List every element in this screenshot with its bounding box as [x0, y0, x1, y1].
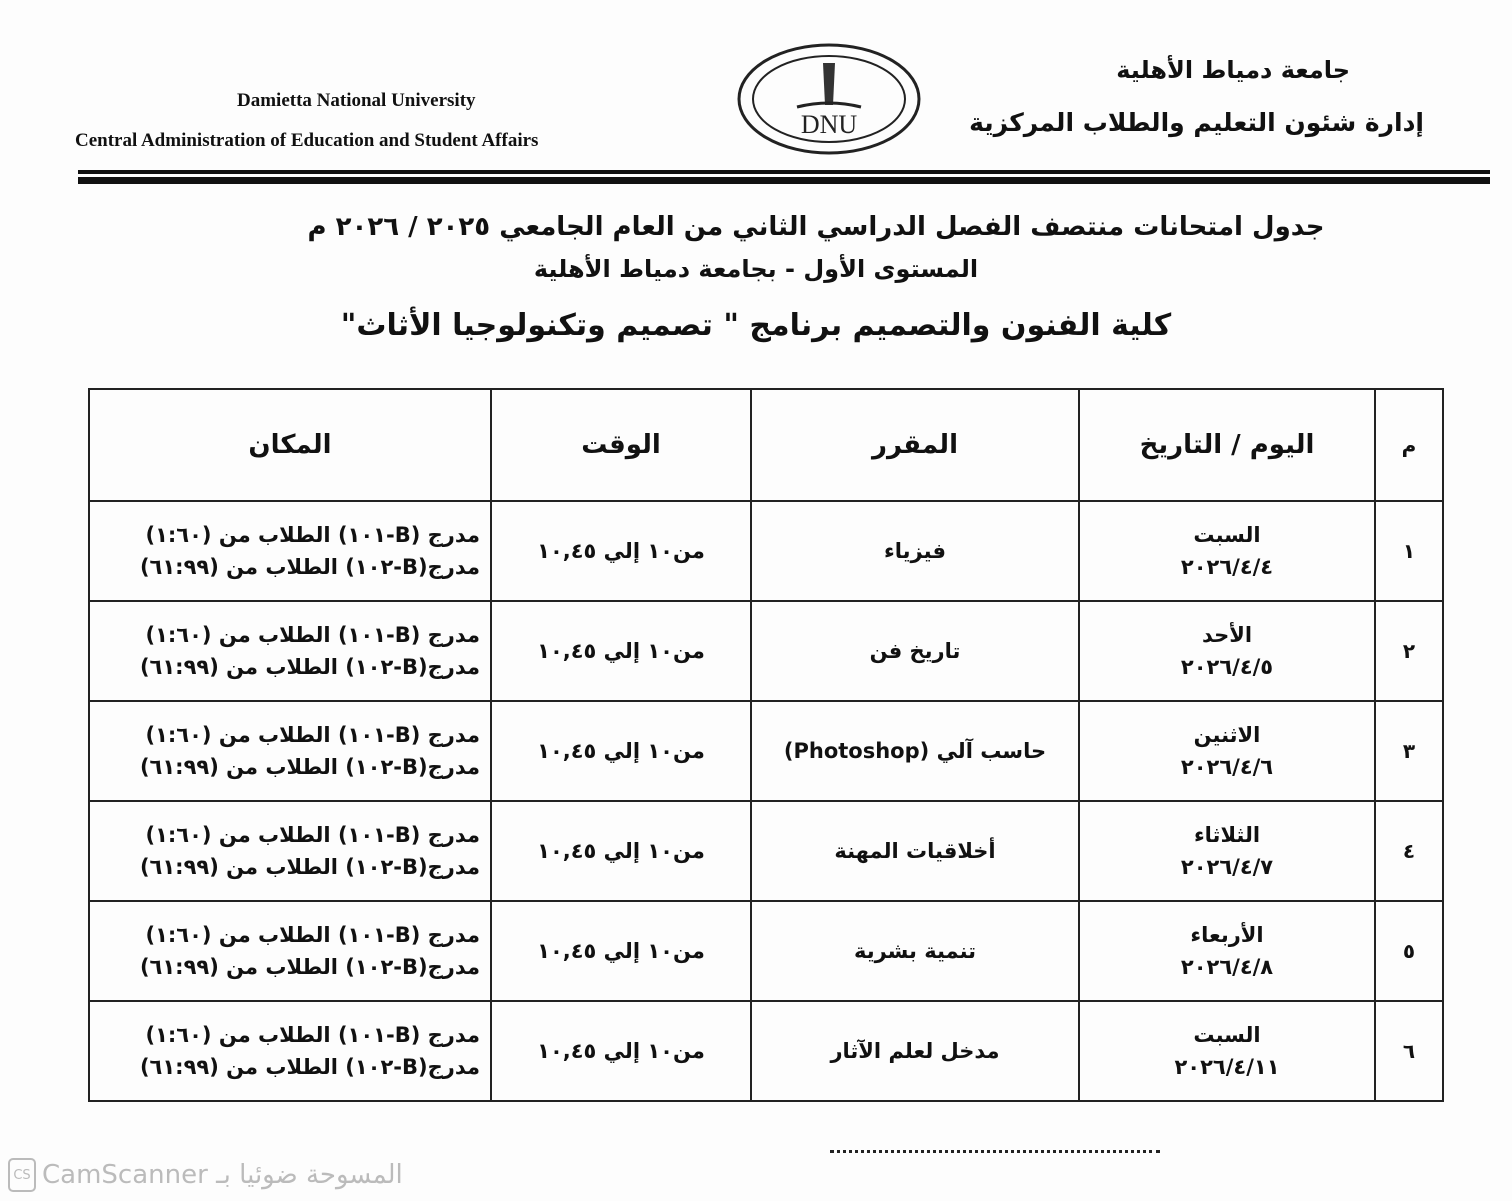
table-row — [89, 701, 1443, 801]
university-logo — [737, 43, 921, 155]
place-cell — [89, 1001, 491, 1101]
row-number: ٥ — [1375, 901, 1443, 1001]
place-cell — [89, 701, 491, 801]
day-name: الأربعاء — [1190, 923, 1264, 947]
place-cell — [89, 801, 491, 901]
place-hall-2: مدرج(B-١٠٢) الطلاب من (٦١:٩٩) — [139, 1055, 480, 1079]
table-row — [89, 601, 1443, 701]
day-date-cell — [1079, 1001, 1375, 1101]
place-hall-2: مدرج(B-١٠٢) الطلاب من (٦١:٩٩) — [139, 755, 480, 779]
place-hall-1: مدرج (B-١٠١) الطلاب من (١:٦٠) — [145, 923, 480, 947]
table-row — [89, 901, 1443, 1001]
arabic-university-name: جامعة دمياط الأهلية — [1116, 56, 1350, 84]
place-hall-2: مدرج(B-١٠٢) الطلاب من (٦١:٩٩) — [139, 655, 480, 679]
row-number: ٣ — [1375, 701, 1443, 801]
camscanner-text: CamScanner المسوحة ضوئيا بـ — [42, 1160, 403, 1190]
camscanner-badge-icon: CS — [8, 1158, 36, 1192]
place-hall-2: مدرج(B-١٠٢) الطلاب من (٦١:٩٩) — [139, 855, 480, 879]
place-cell — [89, 601, 491, 701]
exam-time: من١٠ إلي ١٠,٤٥ — [491, 701, 751, 801]
schedule-title: جدول امتحانات منتصف الفصل الدراسي الثاني من العام الجامعي ٢٠٢٥ / ٢٠٢٦ م — [307, 212, 1325, 242]
day-date-cell — [1079, 801, 1375, 901]
footer-signature-line — [830, 1150, 1160, 1161]
exam-time: من١٠ إلي ١٠,٤٥ — [491, 601, 751, 701]
exam-date: ٢٠٢٦/٤/٧ — [1180, 855, 1274, 879]
place-hall-1: مدرج (B-١٠١) الطلاب من (١:٦٠) — [145, 823, 480, 847]
arabic-admin-name: إدارة شئون التعليم والطلاب المركزية — [969, 108, 1424, 137]
header-place: المكان — [89, 389, 491, 501]
exam-date: ٢٠٢٦/٤/٦ — [1180, 755, 1274, 779]
english-admin-name: Central Administration of Education and Student Affairs — [75, 130, 539, 151]
day-date-cell — [1079, 501, 1375, 601]
row-number: ٦ — [1375, 1001, 1443, 1101]
exam-date: ٢٠٢٦/٤/٥ — [1180, 655, 1274, 679]
course-name: فيزياء — [751, 501, 1079, 601]
exam-date: ٢٠٢٦/٤/٨ — [1180, 955, 1274, 979]
course-name: تاريخ فن — [751, 601, 1079, 701]
schedule-level: المستوى الأول - بجامعة دمياط الأهلية — [533, 255, 979, 283]
day-name: السبت — [1193, 523, 1261, 547]
row-number: ١ — [1375, 501, 1443, 601]
course-name: حاسب آلي (Photoshop) — [751, 701, 1079, 801]
exam-time: من١٠ إلي ١٠,٤٥ — [491, 801, 751, 901]
day-date-cell — [1079, 601, 1375, 701]
exam-schedule-table — [88, 388, 1444, 1102]
exam-date: ٢٠٢٦/٤/١١ — [1174, 1055, 1280, 1079]
row-number: ٢ — [1375, 601, 1443, 701]
table-row — [89, 1001, 1443, 1101]
place-hall-2: مدرج(B-١٠٢) الطلاب من (٦١:٩٩) — [139, 555, 480, 579]
place-cell — [89, 501, 491, 601]
table-row — [89, 801, 1443, 901]
exam-time: من١٠ إلي ١٠,٤٥ — [491, 1001, 751, 1101]
place-hall-1: مدرج (B-١٠١) الطلاب من (١:٦٠) — [145, 623, 480, 647]
schedule-program: كلية الفنون والتصميم برنامج " تصميم وتكنولوجيا الأثاث" — [340, 308, 1172, 343]
place-cell — [89, 901, 491, 1001]
day-date-cell — [1079, 901, 1375, 1001]
place-hall-1: مدرج (B-١٠١) الطلاب من (١:٦٠) — [145, 523, 480, 547]
place-hall-1: مدرج (B-١٠١) الطلاب من (١:٦٠) — [145, 1023, 480, 1047]
header-divider-thick — [78, 177, 1490, 184]
header-day-date: اليوم / التاريخ — [1079, 389, 1375, 501]
exam-time: من١٠ إلي ١٠,٤٥ — [491, 501, 751, 601]
day-date-cell — [1079, 701, 1375, 801]
day-name: الاثنين — [1193, 723, 1261, 747]
place-hall-2: مدرج(B-١٠٢) الطلاب من (٦١:٩٩) — [139, 955, 480, 979]
svg-text:DNU: DNU — [800, 110, 858, 139]
exam-time: من١٠ إلي ١٠,٤٥ — [491, 901, 751, 1001]
exam-date: ٢٠٢٦/٤/٤ — [1180, 555, 1274, 579]
day-name: السبت — [1193, 1023, 1261, 1047]
header-num: م — [1375, 389, 1443, 501]
place-hall-1: مدرج (B-١٠١) الطلاب من (١:٦٠) — [145, 723, 480, 747]
camscanner-watermark — [8, 1158, 403, 1192]
english-university-name: Damietta National University — [237, 90, 476, 111]
day-name: الأحد — [1201, 623, 1253, 647]
course-name: تنمية بشرية — [751, 901, 1079, 1001]
table-row — [89, 501, 1443, 601]
row-number: ٤ — [1375, 801, 1443, 901]
header-course: المقرر — [751, 389, 1079, 501]
course-name: أخلاقيات المهنة — [751, 801, 1079, 901]
day-name: الثلاثاء — [1193, 823, 1261, 847]
course-name: مدخل لعلم الآثار — [751, 1001, 1079, 1101]
table-header-row — [89, 389, 1443, 501]
header-divider — [78, 170, 1490, 174]
header-time: الوقت — [491, 389, 751, 501]
